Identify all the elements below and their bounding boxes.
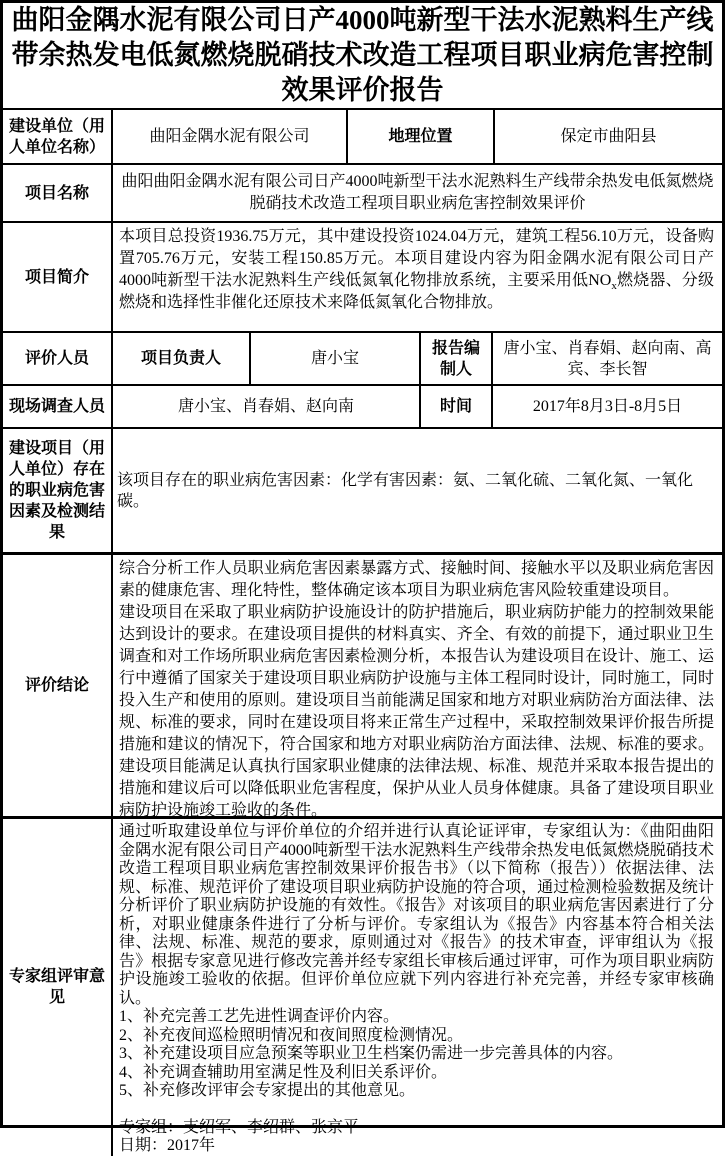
expert-item-2: 2、补充夜间巡检照明情况和夜间照度检测情况。 <box>119 1026 464 1044</box>
project-intro-row <box>3 223 722 333</box>
report-title: 曲阳金隅水泥有限公司日产4000吨新型干法水泥熟料生产线带余热发电低氮燃烧脱硝技术改造工程项目职业病危害控制效果评价报告 <box>11 5 714 105</box>
expert-label: 专家组评审意见 <box>3 819 113 1156</box>
project-intro-text-1: 本项目总投资1936.75万元，其中建设投资1024.04万元，建筑工程56.10万元，设备购置705.76万元，安装工程150.85万元。本项目建设内容为阳金隅水泥有限公司日产4000吨新型干法水泥熟料生产线低氮氧化物排放系统，主要采用低NO <box>119 228 714 289</box>
project-name-value: 曲阳曲阳金隅水泥有限公司日产4000吨新型干法水泥熟料生产线带余热发电低氮燃烧脱硝技术改造工程项目职业病危害控制效果评价 <box>121 173 714 212</box>
project-intro-text-2: 燃烧器、分级燃烧和选择性非催化还原技术来降低氮氧化合物排放。 <box>119 272 714 311</box>
survey-value: 唐小宝、肖春娟、赵向南 <box>113 386 421 427</box>
survey-row <box>3 386 722 429</box>
project-name-label: 项目名称 <box>3 165 113 221</box>
hazards-row <box>3 429 722 555</box>
evaluators-label: 评价人员 <box>3 333 113 384</box>
time-label: 时间 <box>421 386 493 427</box>
expert-paragraph: 通过听取建设单位与评价单位的介绍并进行认真论证评审，专家组认为：《曲阳曲阳金隅水泥有限公司日产4000吨新型干法水泥熟料生产线带余热发电低氮燃烧脱硝技术改造工程项目职业病危害控制效果评价报告书》（以下简称（报告））依据法律、法规、标准、规范评价了建设项目职业病防护设施的符合项，通过检测检验数据及统计分析评价了职业病防护设施的有效性。《报告》对该项目的职业病危害因素进行了分析，对职业健康条件进行了分析与评价。专家组认为《报告》内容基本符合相关法律、法规、标准、规范的要求，原则通过对《报告》的技术审查，评审组认为《报告》根据专家意见进行修改完善并经专家组长审核后通过评审，可作为项目职业病防护设施竣工验收的依据。但评价单位应就下列内容进行补充完善，并经专家审核确认。 <box>119 823 714 1007</box>
hazards-label: 建设项目（用人单位）存在的职业病危害因素及检测结果 <box>3 429 113 552</box>
geo-label: 地理位置 <box>348 110 495 163</box>
builder-row <box>3 110 722 165</box>
expert-item-5: 5、补充修改评审会专家提出的其他意见。 <box>119 1082 416 1099</box>
builder-value: 曲阳金隅水泥有限公司 <box>113 110 348 163</box>
builder-label: 建设单位（用人单位名称） <box>3 110 113 163</box>
expert-date: 日期：2017年 <box>119 1137 216 1154</box>
report-writer-value: 唐小宝、肖春娟、赵向南、高宾、李长智 <box>503 339 712 378</box>
project-leader-value: 唐小宝 <box>251 333 421 384</box>
conclusion-paragraph-2: 建设项目在采取了职业病防护设施设计的防护措施后，职业病防护能力的控制效果能达到设计的要求。在建设项目提供的材料真实、齐全、有效的前提下，通过职业卫生调查和对工作场所职业病危害因素检测分析，本报告认为建设项目在设计、施工、运行中遵循了国家关于建设项目职业病防护设施与主体工程同时设计，同时施工，同时投入生产和使用的原则。建设项目当前能满足国家和地方对职业病防治方面法律、法规、标准的要求，同时在建设项目将来正常生产过程中，采取控制效果评价报告所提措施和建议的情况下，符合国家和地方对职业病防治方面法律、法规、标准的要求。建设项目能满足认真执行国家职业健康的法律法规、标准、规范并采取本报告提出的措施和建议后可以降低职业危害程度，保护从业人员身体健康。具备了建设项目职业病防护设施竣工验收的条件。 <box>119 604 714 819</box>
expert-blank-line <box>119 1101 714 1119</box>
geo-value: 保定市曲阳县 <box>560 128 657 145</box>
expert-item-1: 1、补充完善工艺先进性调查评价内容。 <box>119 1008 400 1025</box>
report-writer-label: 报告编制人 <box>421 333 493 384</box>
project-name-row <box>3 165 722 223</box>
project-leader-label: 项目负责人 <box>113 333 251 384</box>
expert-value <box>113 819 722 1156</box>
expert-row <box>3 819 722 1156</box>
survey-label: 现场调查人员 <box>3 386 113 427</box>
project-intro-label: 项目简介 <box>3 223 113 331</box>
conclusion-label: 评价结论 <box>3 555 113 816</box>
nox-subscript: x <box>611 280 617 293</box>
expert-item-4: 4、补充调查辅助用室满足性及利旧关系评价。 <box>119 1063 448 1081</box>
expert-team: 专家组：支绍军、李绍群、张京平 <box>119 1118 360 1136</box>
conclusion-paragraph-1: 综合分析工作人员职业病危害因素暴露方式、接触时间、接触水平以及职业病危害因素的健康危害、理化特性，整体确定该本项目为职业病危害风险较重建设项目。 <box>119 560 714 599</box>
title-row <box>3 3 722 110</box>
conclusion-value <box>113 555 722 819</box>
evaluators-row <box>3 333 722 386</box>
time-value: 2017年8月3日-8月5日 <box>532 398 683 415</box>
hazards-value: 该项目存在的职业病危害因素：化学有害因素：氨、二氧化硫、二氧化氮、一氧化碳。 <box>117 471 694 510</box>
project-intro-value <box>113 223 722 331</box>
expert-item-3: 3、补充建设项目应急预案等职业卫生档案仍需进一步完善具体的内容。 <box>119 1045 624 1062</box>
conclusion-row <box>3 555 722 819</box>
